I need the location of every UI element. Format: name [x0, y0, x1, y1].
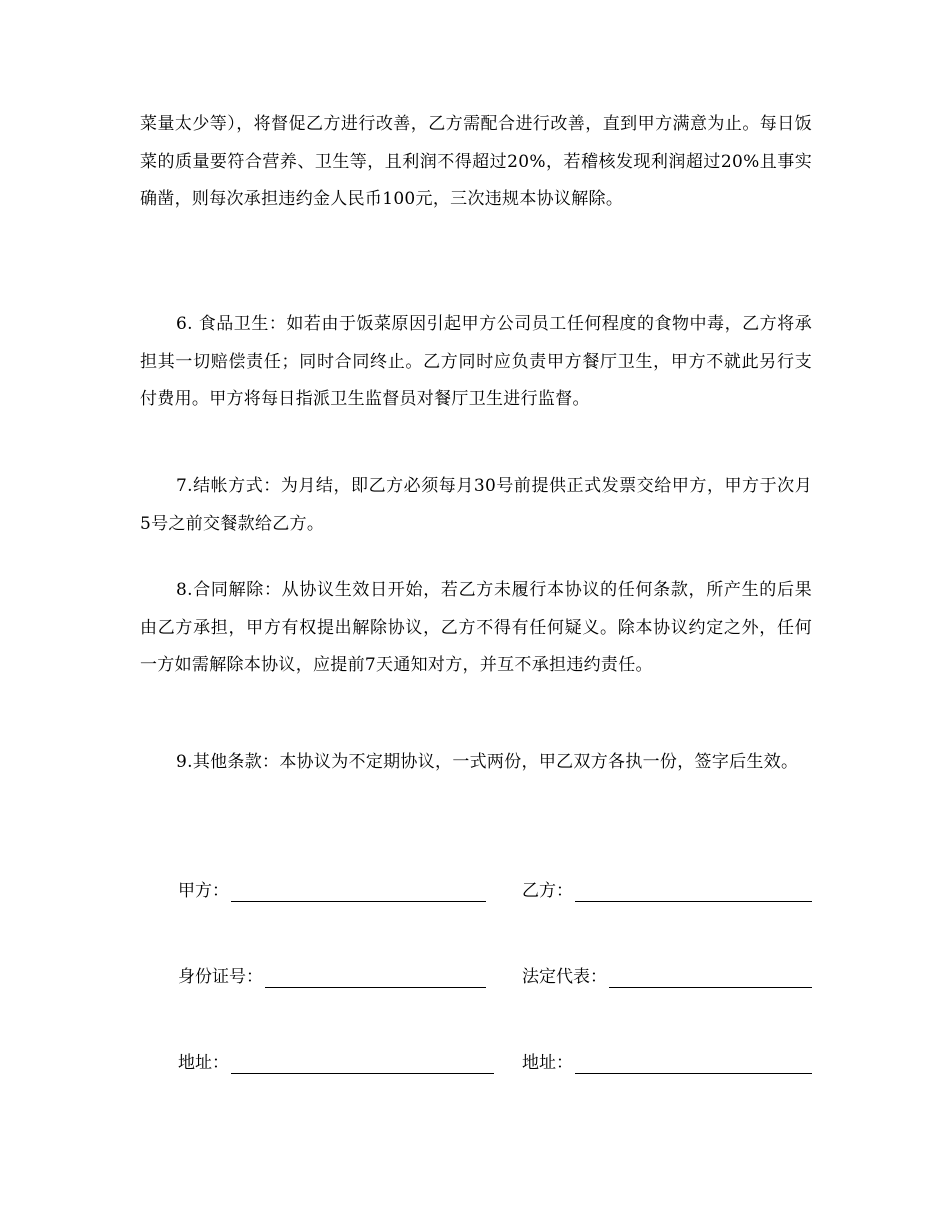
party-a-label: 甲方：: [178, 881, 229, 901]
party-b-label: 乙方：: [522, 881, 573, 901]
paragraph-food-hygiene: 6. 食品卫生：如若由于饭菜原因引起甲方公司员工任何程度的食物中毒，乙方将承担其一切赔偿责任；同时合同终止。乙方同时应负责甲方餐厅卫生，甲方不就此另行支付费用。甲方将每日指派卫生监督员对餐厅卫生进行监督。: [140, 314, 812, 409]
signature-row-address: [0, 1044, 950, 1074]
id-number-signature-line: [265, 965, 486, 988]
signature-row-identity: [0, 958, 950, 988]
address-b-field: [522, 1044, 812, 1074]
paragraph-termination: 8.合同解除：从协议生效日开始，若乙方未履行本协议的任何条款，所产生的后果由乙方承担，甲方有权提出解除协议，乙方不得有任何疑义。除本协议约定之外，任何一方如需解除本协议，应提前7天通知对方，并互不承担违约责任。: [140, 580, 812, 675]
id-number-field: [178, 958, 486, 988]
address-a-label: 地址：: [178, 1053, 229, 1073]
legal-rep-signature-line: [609, 965, 812, 988]
party-b-field: [522, 872, 812, 902]
address-a-signature-line: [231, 1051, 494, 1074]
party-a-field: [178, 872, 486, 902]
id-number-label: 身份证号：: [178, 967, 263, 987]
paragraph-continuation: 菜量太少等），将督促乙方进行改善，乙方需配合进行改善，直到甲方满意为止。每日饭菜的质量要符合营养、卫生等，且利润不得超过20%，若稽核发现利润超过20%且事实确凿，则每次承担违约金人民币100元，三次违规本协议解除。: [140, 114, 812, 209]
address-b-signature-line: [575, 1051, 812, 1074]
legal-rep-field: [522, 958, 812, 988]
party-b-signature-line: [575, 879, 812, 902]
address-a-field: [178, 1044, 494, 1074]
paragraph-other-terms: 9.其他条款：本协议为不定期协议，一式两份，甲乙双方各执一份，签字后生效。: [176, 752, 799, 772]
party-a-signature-line: [231, 879, 486, 902]
legal-rep-label: 法定代表：: [522, 967, 607, 987]
address-b-label: 地址：: [522, 1053, 573, 1073]
signature-row-parties: [0, 872, 950, 902]
paragraph-settlement: 7.结帐方式：为月结，即乙方必须每月30号前提供正式发票交给甲方，甲方于次月5号之前交餐款给乙方。: [140, 476, 812, 534]
